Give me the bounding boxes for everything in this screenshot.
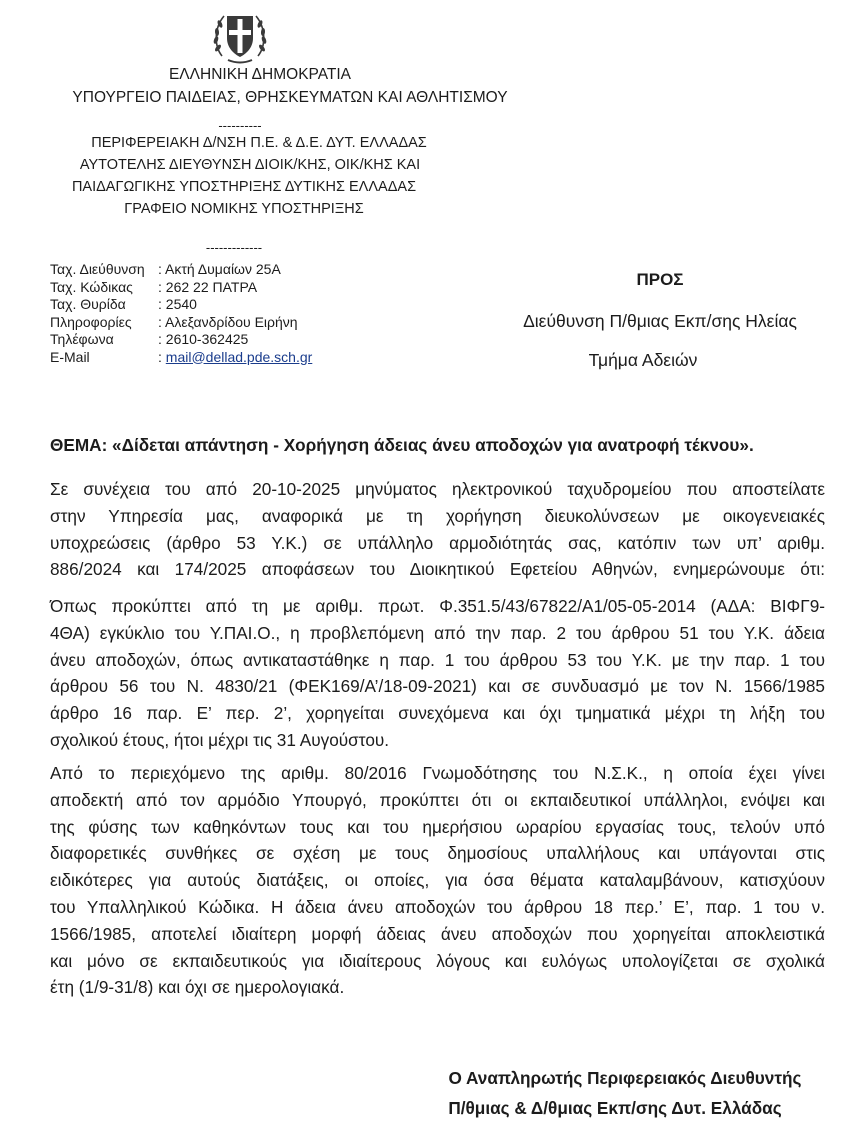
- paragraph-line: διαφορετικές συνθήκες σε σχέση με τους δημοσίους υπαλλήλους και υπάγονται στις: [50, 843, 825, 864]
- contact-value: : Ακτή Δυμαίων 25Α: [158, 261, 281, 277]
- contact-value: [158, 349, 312, 367]
- paragraph-line: αποδεκτή από τον αρμόδιο Υπουργό, προκύπτει ότι οι εκπαιδευτικοί υπάλληλοι, ενόψει και: [50, 789, 825, 810]
- paragraph-line: Σε συνέχεια του από 20-10-2025 μηνύματος ηλεκτρονικού ταχυδρομείου που αποστείλατε: [50, 479, 825, 499]
- contact-value: : 262 22 ΠΑΤΡΑ: [158, 278, 258, 295]
- paragraph-line: και μόνο σε εκπαιδευτικούς για ιδιαίτερους λόγους και ευλόγως υπολογίζεται σε σχολικά: [50, 950, 825, 971]
- recipient-line-1: Διεύθυνση Π/θμιας Εκπ/σης Ηλείας: [523, 311, 797, 331]
- header-separator: -------------: [205, 240, 263, 255]
- directorate-line-3: ΠΑΙΔΑΓΩΓΙΚΗΣ ΥΠΟΣΤΗΡΙΞΗΣ ΔΥΤΙΚΗΣ ΕΛΛΑΔΑΣ: [71, 179, 417, 195]
- paragraph-line: Όπως προκύπτει από τη με αριθμ. πρωτ. Φ.351.5/43/67822/Α1/05-05-2014 (ΑΔΑ: ΒΙΦΓ9-: [50, 596, 825, 616]
- republic-title: ΕΛΛΗΝΙΚΗ ΔΗΜΟΚΡΑΤΙΑ: [168, 66, 352, 83]
- paragraph-line: στην Υπηρεσία μας, αναφορικά με τη χορήγηση διευκολύνσεων με οικογενειακές: [50, 505, 825, 526]
- header-separator: ----------: [218, 118, 262, 133]
- contact-value: : Αλεξανδρίδου Ειρήνη: [158, 313, 298, 330]
- paragraph-line: ειδικότερες για αυτούς διατάξεις, οι οποίες, για όσα θέματα καταλαμβάνουν, κατισχύουν: [50, 870, 825, 891]
- body-paragraph-2: [50, 593, 825, 754]
- paragraph-line: άνευ αποδοχών, όπως αντικαταστάθηκε η παρ. 1 του άρθρου 53 του Υ.Κ. με την παρ. 1 του: [50, 649, 825, 670]
- greek-coat-of-arms-icon: [208, 4, 272, 68]
- contact-row: [50, 331, 312, 349]
- contact-row: [50, 296, 312, 314]
- body-paragraph-1: [50, 476, 825, 583]
- paragraph-line: της φύσης των καθηκόντων τους και του ημερήσιου ωραρίου εργασίας τους, τελούν υπό: [50, 816, 825, 837]
- paragraph-line: Από το περιεχόμενο της αριθμ. 80/2016 Γνωμοδότησης του Ν.Σ.Κ., η οποία έχει γίνει: [50, 763, 825, 783]
- contact-label: Ταχ. Θυρίδα: [50, 296, 126, 312]
- contact-row: [50, 279, 312, 297]
- directorate-line-1: ΠΕΡΙΦΕΡΕΙΑΚΗ Δ/ΝΣΗ Π.Ε. & Δ.Ε. ΔΥΤ. ΕΛΛΑΔΑΣ: [91, 135, 427, 151]
- paragraph-line: σχολικού έτους, ήτοι μέχρι τις 31 Αυγούστου.: [50, 729, 390, 750]
- signature-directorate: Π/θμιας & Δ/θμιας Εκπ/σης Δυτ. Ελλάδας: [448, 1098, 782, 1118]
- contact-value-prefix: :: [158, 348, 166, 365]
- signature-title: Ο Αναπληρωτής Περιφερειακός Διευθυντής: [448, 1068, 802, 1088]
- paragraph-line: 4ΘΑ) εγκύκλιο του Υ.ΠΑΙ.Ο., η προβλεπόμενη από την παρ. 2 του άρθρου 51 του Υ.Κ. άδεια: [50, 622, 825, 643]
- contact-label: Τηλέφωνα: [50, 331, 114, 347]
- recipient-line-2: Τμήμα Αδειών: [588, 350, 698, 370]
- contact-value: : 2540: [158, 296, 197, 312]
- paragraph-line: άρθρο 16 παρ. Ε’ περ. 2’, χορηγείται συνεχόμενα και όχι τμηματικά μέχρι τη λήξη του: [50, 703, 825, 724]
- paragraph-line: 886/2024 και 174/2025 αποφάσεων του Διοικητικού Εφετείου Αθηνών, ενημερώνουμε ότι:: [50, 559, 825, 580]
- directorate-line-2: ΑΥΤΟΤΕΛΗΣ ΔΙΕΥΘΥΝΣΗ ΔΙΟΙΚ/ΚΗΣ, ΟΙΚ/ΚΗΣ ΚΑΙ: [79, 157, 421, 173]
- subject-line: ΘΕΜΑ: «Δίδεται απάντηση - Χορήγηση άδειας άνευ αποδοχών για ανατροφή τέκνου».: [50, 435, 754, 455]
- email-link[interactable]: mail@dellad.pde.sch.gr: [165, 348, 313, 365]
- contact-row: [50, 314, 312, 332]
- paragraph-line: 1566/1985, αποτελεί ιδιαίτερη μορφή άδειας άνευ αποδοχών που χορηγείται αποκλειστικά: [50, 923, 825, 944]
- paragraph-line: του Υπαλληλικού Κώδικα. Η άδεια άνευ αποδοχών του άρθρου 18 περ.’ Ε’, παρ. 1 του ν.: [50, 896, 825, 917]
- contact-label: E-Mail: [50, 348, 90, 365]
- paragraph-line: έτη (1/9-31/8) και όχι σε ημερολογιακά.: [50, 977, 345, 998]
- recipient-heading: ΠΡΟΣ: [636, 270, 684, 289]
- ministry-title: ΥΠΟΥΡΓΕΙΟ ΠΑΙΔΕΙΑΣ, ΘΡΗΣΚΕΥΜΑΤΩΝ ΚΑΙ ΑΘΛΗΤΙΣΜΟΥ: [72, 89, 508, 106]
- paragraph-line: άρθρου 56 του Ν. 4830/21 (ΦΕΚ169/Α’/18-09-2021) και σε συνδυασμό με τον Ν. 1566/1985: [50, 676, 825, 697]
- contact-label: Πληροφορίες: [50, 313, 132, 330]
- paragraph-line: υποχρεώσεις (άρθρο 53 Υ.Κ.) σε υπάλληλο αρμοδιότητάς σας, κατόπιν των υπ’ αριθμ.: [50, 532, 825, 553]
- contact-row: [50, 349, 312, 367]
- contact-label: Ταχ. Κώδικας: [50, 278, 133, 295]
- directorate-line-4: ΓΡΑΦΕΙΟ ΝΟΜΙΚΗΣ ΥΠΟΣΤΗΡΙΞΗΣ: [124, 201, 364, 217]
- body-paragraph-3: [50, 760, 825, 1001]
- contact-value: : 2610-362425: [158, 331, 249, 347]
- contact-details: [50, 261, 312, 366]
- contact-row: [50, 261, 312, 279]
- contact-label: Ταχ. Διεύθυνση: [50, 261, 145, 277]
